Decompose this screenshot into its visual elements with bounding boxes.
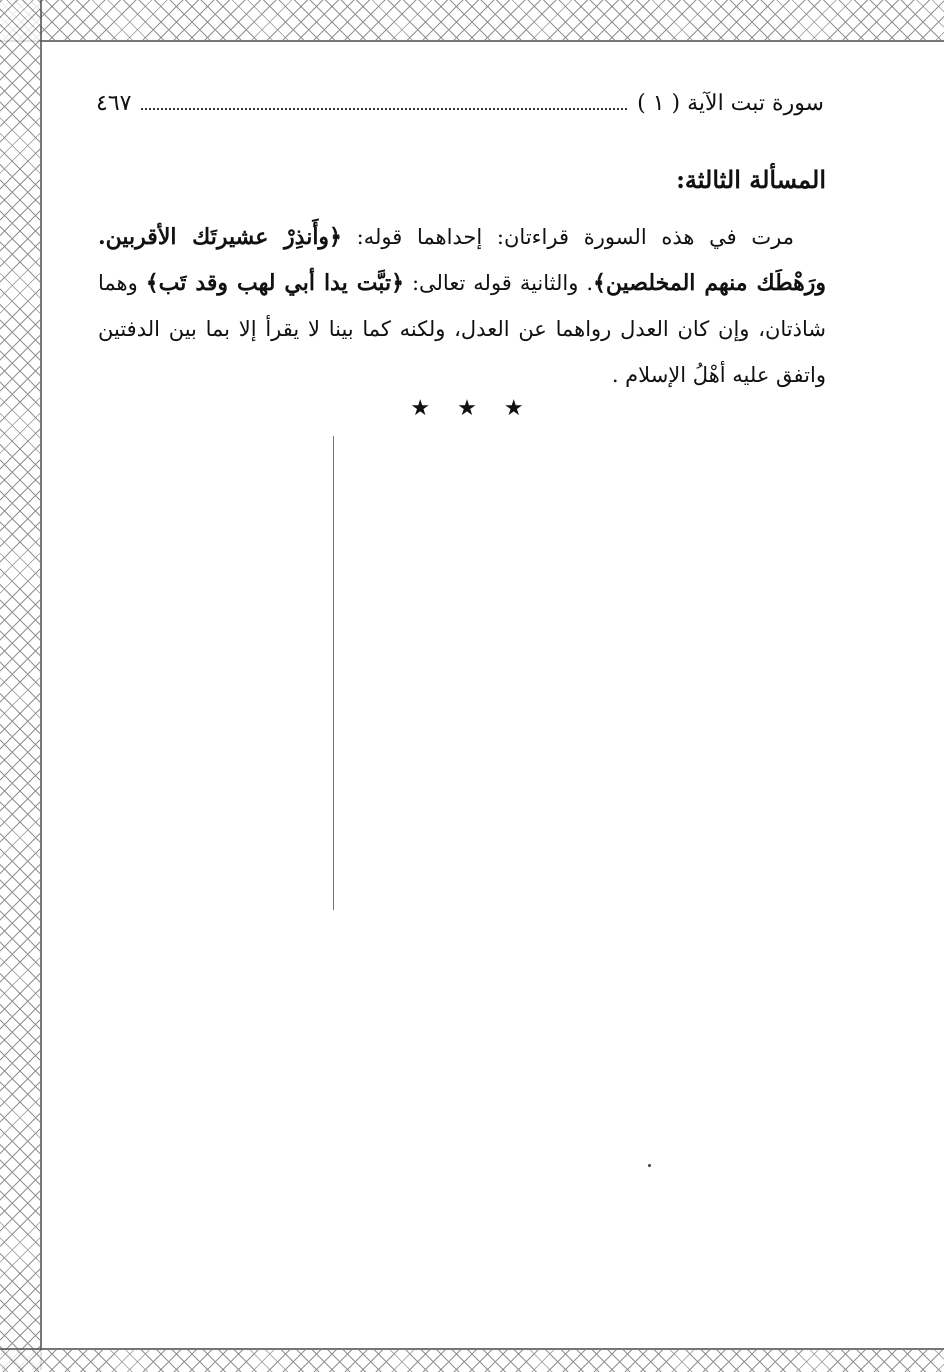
section-separator-stars: ★ ★ ★ [410, 396, 534, 421]
quranic-quote-2: ﴿تبَّت يدا أبي لهب وقد تَب﴾ [145, 270, 404, 296]
ornamental-border-left [0, 0, 42, 1370]
header-dotted-leader [141, 108, 627, 110]
body-text-part-3: وهما شاذتان، وإن كان العدل رواهما عن العدل، ولكنه كما بينا لا يقرأ إلا بما بين الدفتين واتفق عليه أهْلُ الإسلام . [98, 271, 826, 387]
section-title: المسألة الثالثة: [676, 165, 826, 194]
running-header [96, 86, 824, 120]
scan-speck [648, 1164, 651, 1167]
body-text-part-1: مرت في هذه السورة قراءتان: إحداهما قوله: [341, 225, 794, 249]
page-number: ٤٦٧ [96, 90, 132, 116]
quranic-quote-1: ﴿وأَنذِرْ عشيرتَك الأقربين. ورَهْطَك منهم المخلصين﴾ [98, 224, 826, 296]
main-content [98, 160, 826, 398]
ornamental-border-top [0, 0, 944, 42]
body-paragraph [98, 214, 826, 398]
header-title: سورة تبت الآية ( ١ ) [637, 90, 824, 116]
vertical-rule [333, 436, 334, 910]
body-text-part-2: . والثانية قوله تعالى: [403, 271, 594, 295]
ornamental-border-bottom [0, 1348, 944, 1372]
